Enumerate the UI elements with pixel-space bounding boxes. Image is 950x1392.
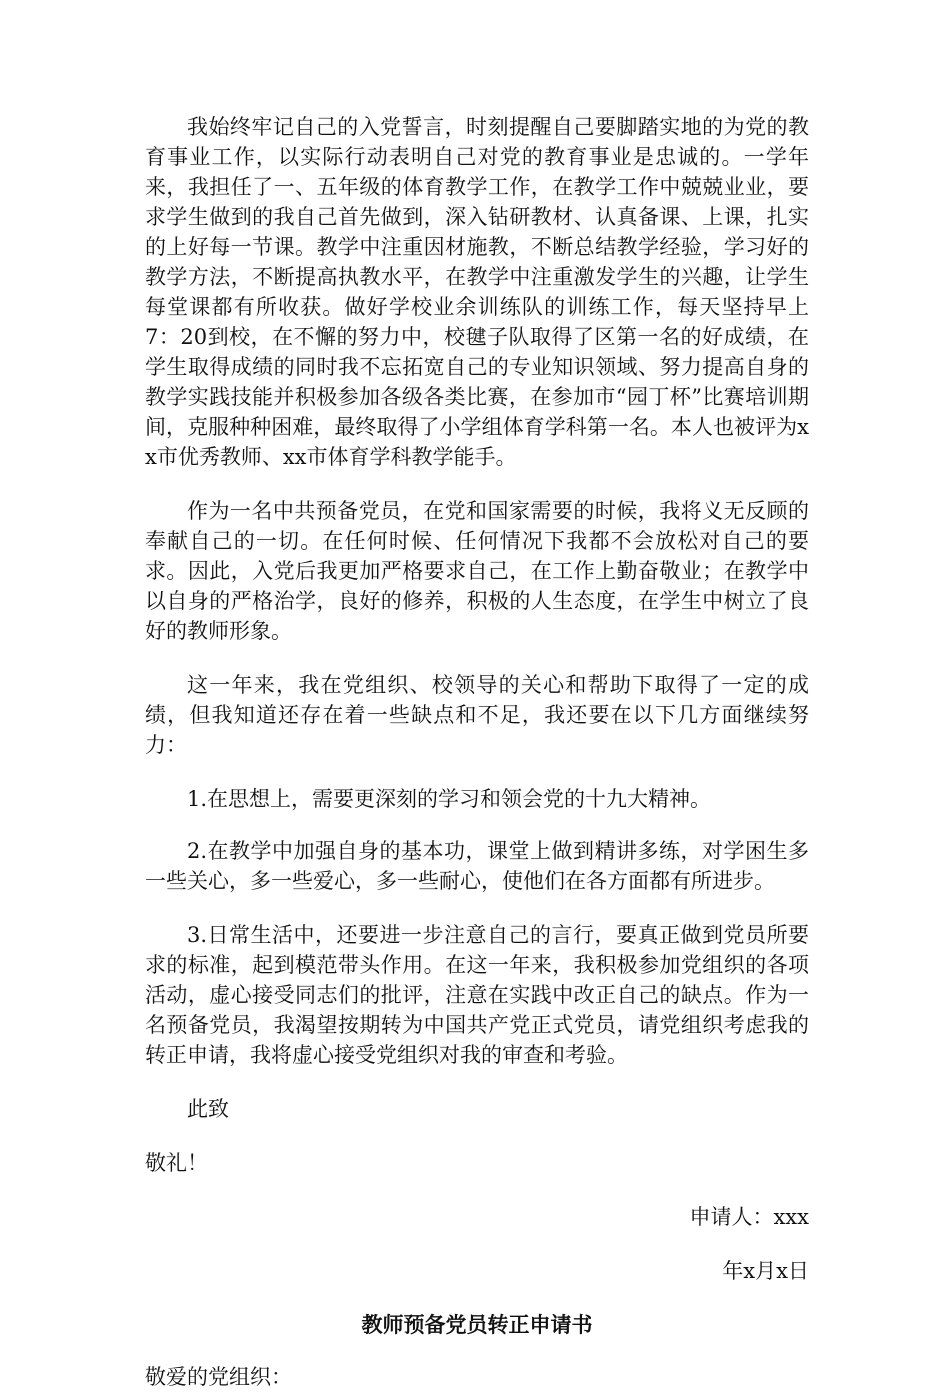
- paragraph-teaching-work: 我始终牢记自己的入党誓言，时刻提醒自己要脚踏实地的为党的教育事业工作，以实际行动表明自己对党的教育事业是忠诚的。一学年来，我担任了一、五年级的体育教学工作，在教学工作中兢兢业业，要求学生做到的我自己首先做到，深入钻研教材、认真备课、上课，扎实的上好每一节课。教学中注重因材施教，不断总结教学经验，学习好的教学方法，不断提高执教水平，在教学中注重激发学生的兴趣，让学生每堂课都有所收获。做好学校业余训练队的训练工作，每天坚持早上7：20到校，在不懈的努力中，校毽子队取得了区第一名的好成绩，在学生取得成绩的同时我不忘拓宽自己的专业知识领域、努力提高自身的教学实践技能并积极参加各级各类比赛，在参加市“园丁杯”比赛培训期间，克服种种困难，最终取得了小学组体育学科第一名。本人也被评为xx市优秀教师、xx市体育学科教学能手。: [145, 115, 809, 469]
- paragraph-point-2: 2.在教学中加强自身的基本功，课堂上做到精讲多练，对学困生多一些关心，多一些爱心，多一些耐心，使他们在各方面都有所进步。: [145, 839, 809, 893]
- closing-salutation: 此致: [187, 1097, 229, 1121]
- paragraph-point-3: 3.日常生活中，还要进一步注意自己的言行，要真正做到党员所要求的标准，起到模范带头作用。在这一年来，我积极参加党组织的各项活动，虚心接受同志们的批评，注意在实践中改正自己的缺点。作为一名预备党员，我渴望按期转为中国共产党正式党员，请党组织考虑我的转正申请，我将虚心接受党组织对我的审查和考验。: [145, 923, 809, 1067]
- next-document-title: 教师预备党员转正申请书: [361, 1312, 593, 1337]
- next-document-greeting: 敬爱的党组织：: [145, 1365, 292, 1389]
- paragraph-point-1: 1.在思想上，需要更深刻的学习和领会党的十九大精神。: [187, 787, 712, 811]
- closing-respect: 敬礼！: [145, 1151, 208, 1175]
- paragraph-improvement-intro: 这一年来，我在党组织、校领导的关心和帮助下取得了一定的成绩，但我知道还存在着一些缺点和不足，我还要在以下几方面继续努力：: [145, 673, 809, 757]
- paragraph-probationary-member: 作为一名中共预备党员，在党和国家需要的时候，我将义无反顾的奉献自己的一切。在任何时候、任何情况下我都不会放松对自己的要求。因此，入党后我更加严格要求自己，在工作上勤奋敬业；在教学中以自身的严格治学，良好的修养，积极的人生态度，在学生中树立了良好的教师形象。: [145, 499, 809, 643]
- document-body: [145, 112, 809, 1392]
- applicant-signature: 申请人：xxx: [689, 1205, 809, 1229]
- signature-date: 年x月x日: [722, 1259, 809, 1283]
